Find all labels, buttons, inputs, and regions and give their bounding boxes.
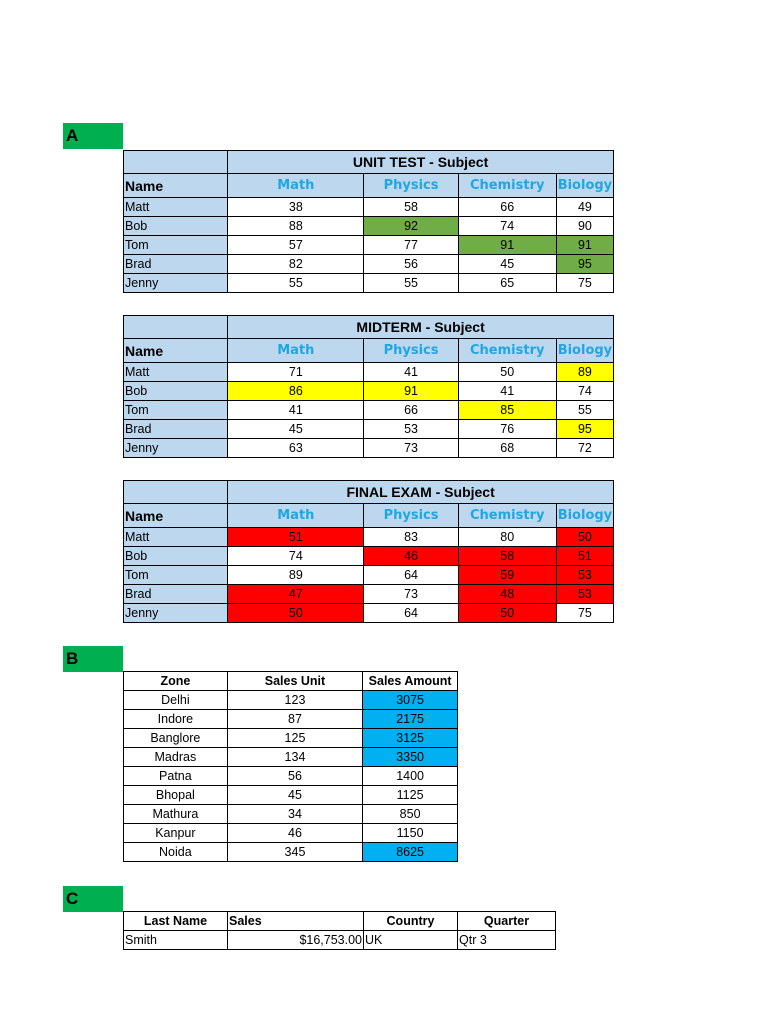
score-cell-highlighted[interactable]: 58	[458, 547, 556, 566]
score-cell-highlighted[interactable]: 86	[228, 382, 364, 401]
zone-cell[interactable]: Kanpur	[124, 824, 228, 843]
score-cell[interactable]: 55	[228, 274, 364, 293]
zone-cell[interactable]: Patna	[124, 767, 228, 786]
table-row	[124, 363, 614, 382]
sales-amount-cell-highlighted[interactable]: 3350	[363, 748, 458, 767]
score-cell-highlighted[interactable]: 51	[556, 547, 613, 566]
chemistry-header: Chemistry	[458, 504, 556, 528]
zone-header: Zone	[124, 672, 228, 691]
table-row	[124, 805, 458, 824]
table-row	[124, 382, 614, 401]
score-cell[interactable]: 73	[364, 439, 458, 458]
student-name: Jenny	[124, 274, 228, 293]
sales-unit-header: Sales Unit	[227, 672, 362, 691]
unit-test-title: UNIT TEST - Subject	[228, 151, 614, 174]
score-cell[interactable]: 89	[228, 566, 364, 585]
table-row	[124, 604, 614, 623]
score-cell-highlighted[interactable]: 53	[556, 566, 613, 585]
score-cell-highlighted[interactable]: 95	[556, 420, 613, 439]
sales-amount-cell[interactable]: 1150	[363, 824, 458, 843]
score-cell[interactable]: 72	[556, 439, 613, 458]
table-row	[124, 255, 614, 274]
score-cell-highlighted[interactable]: 95	[556, 255, 613, 274]
score-cell[interactable]: 74	[458, 217, 556, 236]
sales-unit-cell[interactable]: 134	[227, 748, 362, 767]
name-header: Name	[124, 174, 228, 198]
sales-unit-cell[interactable]: 345	[227, 843, 362, 862]
table-row	[124, 439, 614, 458]
biology-header: Biology	[556, 504, 613, 528]
header-blank-cell	[124, 481, 228, 504]
student-name: Bob	[124, 217, 228, 236]
sales-amount-cell[interactable]: 1400	[363, 767, 458, 786]
score-cell-highlighted[interactable]: 91	[458, 236, 556, 255]
midterm-table	[123, 315, 614, 458]
score-cell[interactable]: 45	[228, 420, 364, 439]
score-cell-highlighted[interactable]: 53	[556, 585, 613, 604]
score-cell[interactable]: 55	[364, 274, 458, 293]
score-cell[interactable]: 65	[458, 274, 556, 293]
records-table	[123, 911, 556, 950]
score-cell-highlighted[interactable]: 50	[458, 604, 556, 623]
physics-header: Physics	[364, 174, 458, 198]
table-row	[124, 217, 614, 236]
zone-cell[interactable]: Banglore	[124, 729, 228, 748]
score-cell[interactable]: 50	[458, 363, 556, 382]
score-cell[interactable]: 45	[458, 255, 556, 274]
sales-amount-cell[interactable]: 850	[363, 805, 458, 824]
zone-cell[interactable]: Delhi	[124, 691, 228, 710]
score-cell[interactable]: 58	[364, 198, 458, 217]
table-row	[124, 198, 614, 217]
table-row	[124, 931, 556, 950]
table-row	[124, 420, 614, 439]
header-blank-cell	[124, 316, 228, 339]
sales-unit-cell[interactable]: 125	[227, 729, 362, 748]
student-name: Tom	[124, 236, 228, 255]
country-header: Country	[364, 912, 458, 931]
student-name: Brad	[124, 255, 228, 274]
student-name: Brad	[124, 585, 228, 604]
score-cell[interactable]: 64	[364, 566, 458, 585]
score-cell[interactable]: 75	[556, 604, 613, 623]
score-cell[interactable]: 68	[458, 439, 556, 458]
score-cell[interactable]: 83	[364, 528, 458, 547]
score-cell[interactable]: 66	[458, 198, 556, 217]
sales-unit-cell[interactable]: 46	[227, 824, 362, 843]
score-cell[interactable]: 73	[364, 585, 458, 604]
math-header: Math	[228, 339, 364, 363]
table-row	[124, 767, 458, 786]
score-cell[interactable]: 49	[556, 198, 613, 217]
table-row	[124, 566, 614, 585]
student-name: Matt	[124, 528, 228, 547]
sales-cell[interactable]: $16,753.00	[228, 931, 364, 950]
score-cell[interactable]: 41	[364, 363, 458, 382]
zone-cell[interactable]: Indore	[124, 710, 228, 729]
score-cell-highlighted[interactable]: 89	[556, 363, 613, 382]
student-name: Bob	[124, 547, 228, 566]
score-cell-highlighted[interactable]: 46	[364, 547, 458, 566]
table-row	[124, 824, 458, 843]
sales-header: Sales	[228, 912, 364, 931]
zone-cell[interactable]: Bhopal	[124, 786, 228, 805]
score-cell[interactable]: 76	[458, 420, 556, 439]
section-a-label: A	[63, 123, 123, 149]
last-name-cell[interactable]: Smith	[124, 931, 228, 950]
unit-test-table	[123, 150, 614, 293]
zone-cell[interactable]: Noida	[124, 843, 228, 862]
student-name: Jenny	[124, 604, 228, 623]
math-header: Math	[228, 174, 364, 198]
score-cell[interactable]: 82	[228, 255, 364, 274]
sales-amount-header: Sales Amount	[363, 672, 458, 691]
score-cell[interactable]: 90	[556, 217, 613, 236]
score-cell-highlighted[interactable]: 85	[458, 401, 556, 420]
score-cell[interactable]: 38	[228, 198, 364, 217]
table-row	[124, 547, 614, 566]
score-cell-highlighted[interactable]: 50	[556, 528, 613, 547]
table-row	[124, 274, 614, 293]
score-cell[interactable]: 71	[228, 363, 364, 382]
score-cell-highlighted[interactable]: 47	[228, 585, 364, 604]
sales-unit-cell[interactable]: 34	[227, 805, 362, 824]
sales-unit-cell[interactable]: 123	[227, 691, 362, 710]
score-cell[interactable]: 41	[228, 401, 364, 420]
physics-header: Physics	[364, 339, 458, 363]
table-row	[124, 843, 458, 862]
score-cell[interactable]: 56	[364, 255, 458, 274]
score-cell[interactable]: 64	[364, 604, 458, 623]
name-header: Name	[124, 504, 228, 528]
sales-unit-cell[interactable]: 56	[227, 767, 362, 786]
score-cell-highlighted[interactable]: 91	[364, 382, 458, 401]
score-cell[interactable]: 63	[228, 439, 364, 458]
student-name: Brad	[124, 420, 228, 439]
table-row	[124, 786, 458, 805]
score-cell[interactable]: 66	[364, 401, 458, 420]
biology-header: Biology	[556, 339, 613, 363]
table-row	[124, 585, 614, 604]
student-name: Bob	[124, 382, 228, 401]
table-row	[124, 236, 614, 255]
score-cell[interactable]: 55	[556, 401, 613, 420]
quarter-header: Quarter	[458, 912, 556, 931]
student-name: Jenny	[124, 439, 228, 458]
table-row	[124, 710, 458, 729]
score-cell-highlighted[interactable]: 51	[228, 528, 364, 547]
sales-amount-cell-highlighted[interactable]: 3075	[363, 691, 458, 710]
section-c-label: C	[63, 886, 123, 912]
table-row	[124, 401, 614, 420]
name-header: Name	[124, 339, 228, 363]
score-cell[interactable]: 57	[228, 236, 364, 255]
zone-cell[interactable]: Madras	[124, 748, 228, 767]
sales-unit-cell[interactable]: 45	[227, 786, 362, 805]
table-row	[124, 748, 458, 767]
score-cell-highlighted[interactable]: 59	[458, 566, 556, 585]
student-name: Matt	[124, 198, 228, 217]
student-name: Tom	[124, 566, 228, 585]
score-cell[interactable]: 88	[228, 217, 364, 236]
zone-cell[interactable]: Mathura	[124, 805, 228, 824]
score-cell[interactable]: 74	[556, 382, 613, 401]
table-row	[124, 691, 458, 710]
sales-amount-cell[interactable]: 1125	[363, 786, 458, 805]
score-cell[interactable]: 80	[458, 528, 556, 547]
midterm-title: MIDTERM - Subject	[228, 316, 614, 339]
score-cell-highlighted[interactable]: 91	[556, 236, 613, 255]
sales-amount-cell-highlighted[interactable]: 3125	[363, 729, 458, 748]
chemistry-header: Chemistry	[458, 339, 556, 363]
table-row	[124, 528, 614, 547]
score-cell-highlighted[interactable]: 50	[228, 604, 364, 623]
chemistry-header: Chemistry	[458, 174, 556, 198]
math-header: Math	[228, 504, 364, 528]
score-cell[interactable]: 77	[364, 236, 458, 255]
sales-amount-cell-highlighted[interactable]: 2175	[363, 710, 458, 729]
score-cell[interactable]: 41	[458, 382, 556, 401]
sales-unit-cell[interactable]: 87	[227, 710, 362, 729]
final-exam-title: FINAL EXAM - Subject	[228, 481, 614, 504]
score-cell[interactable]: 75	[556, 274, 613, 293]
header-blank-cell	[124, 151, 228, 174]
biology-header: Biology	[556, 174, 613, 198]
score-cell[interactable]: 53	[364, 420, 458, 439]
physics-header: Physics	[364, 504, 458, 528]
quarter-cell[interactable]: Qtr 3	[458, 931, 556, 950]
country-cell[interactable]: UK	[364, 931, 458, 950]
section-b-label: B	[63, 646, 123, 672]
student-name: Matt	[124, 363, 228, 382]
score-cell[interactable]: 74	[228, 547, 364, 566]
sales-amount-cell-highlighted[interactable]: 8625	[363, 843, 458, 862]
final-exam-table	[123, 480, 614, 623]
student-name: Tom	[124, 401, 228, 420]
score-cell-highlighted[interactable]: 48	[458, 585, 556, 604]
sales-table	[123, 671, 458, 862]
last-name-header: Last Name	[124, 912, 228, 931]
table-row	[124, 729, 458, 748]
score-cell-highlighted[interactable]: 92	[364, 217, 458, 236]
